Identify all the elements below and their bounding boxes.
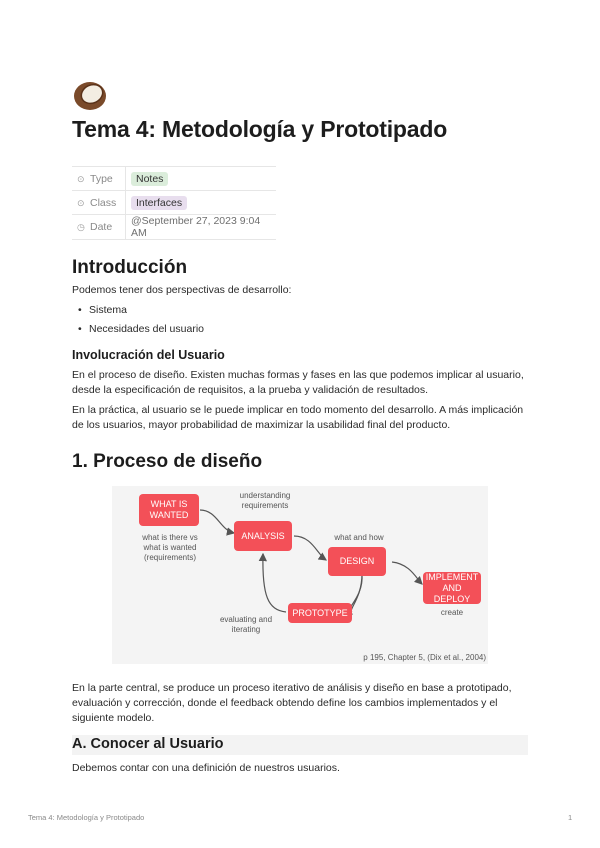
section-1-heading: 1. Proceso de diseño — [72, 451, 263, 472]
intro-text: Podemos tener dos perspectivas de desarrollo: — [72, 284, 292, 296]
section-1-para: En la parte central, se produce un proceso iterativo de análisis y diseño en base a prototipado, evaluación y corrección, donde el feedback obtendo define los cambios implementados y el siguiente modelo. — [72, 682, 512, 724]
type-tag[interactable]: Notes — [131, 172, 168, 186]
section-a-para: Debemos contar con una definición de nuestros usuarios. — [72, 762, 340, 774]
type-icon: ⊙ — [77, 173, 85, 184]
involvement-para-1: En el proceso de diseño. Existen muchas formas y fases en las que podemos implicar al usuario, desde la especificación de requisitos, a la prueba y validación de resultados. — [72, 369, 524, 396]
label-evaluating: evaluating and iterating — [219, 615, 273, 634]
type-label: Type — [90, 172, 113, 185]
property-date — [72, 215, 276, 240]
class-tag[interactable]: Interfaces — [131, 196, 187, 210]
footer-title: Tema 4: Metodología y Prototipado — [28, 813, 145, 822]
property-class — [72, 191, 276, 215]
list-item: • Sistema — [78, 304, 127, 316]
section-a-heading: A. Conocer al Usuario — [72, 736, 224, 752]
properties-table — [72, 166, 276, 240]
date-label: Date — [90, 221, 113, 233]
label-what-and-how: what and how — [334, 533, 384, 542]
label-what-is-there: what is there vs what is wanted (requirements) — [142, 533, 198, 562]
involvement-heading: Involucración del Usuario — [72, 348, 225, 362]
class-label: Class — [90, 196, 117, 209]
box-prototype: PROTOTYPE — [288, 603, 352, 623]
class-icon: ⊙ — [77, 197, 85, 208]
intro-heading: Introducción — [72, 257, 188, 278]
box-implement-deploy: IMPLEMENT AND DEPLOY — [423, 572, 481, 604]
coconut-icon — [72, 78, 108, 112]
box-analysis: ANALYSIS — [234, 521, 292, 551]
page-title: Tema 4: Metodología y Prototipado — [72, 116, 448, 142]
property-type — [72, 167, 276, 191]
section-a-heading-bar — [72, 735, 528, 755]
list-item: • Necesidades del usuario — [78, 323, 204, 335]
box-what-is-wanted: WHAT IS WANTED — [139, 494, 199, 526]
diagram-caption: p 195, Chapter 5, (Dix et al., 2004) — [363, 653, 486, 662]
label-create: create — [440, 608, 464, 617]
involvement-para-2: En la práctica, al usuario se le puede implicar en todo momento del desarrollo. A más implicación de los usuarios, mayor probabilidad de maximizar la usabilidad final del producto. — [72, 404, 524, 431]
clock-icon: ◷ — [77, 222, 85, 232]
box-design: DESIGN — [328, 547, 386, 576]
design-process-diagram — [112, 486, 488, 664]
date-value: @September 27, 2023 9:04 AM — [131, 215, 261, 239]
label-understanding: understanding requirements — [239, 491, 291, 510]
page-number: 1 — [568, 813, 573, 822]
